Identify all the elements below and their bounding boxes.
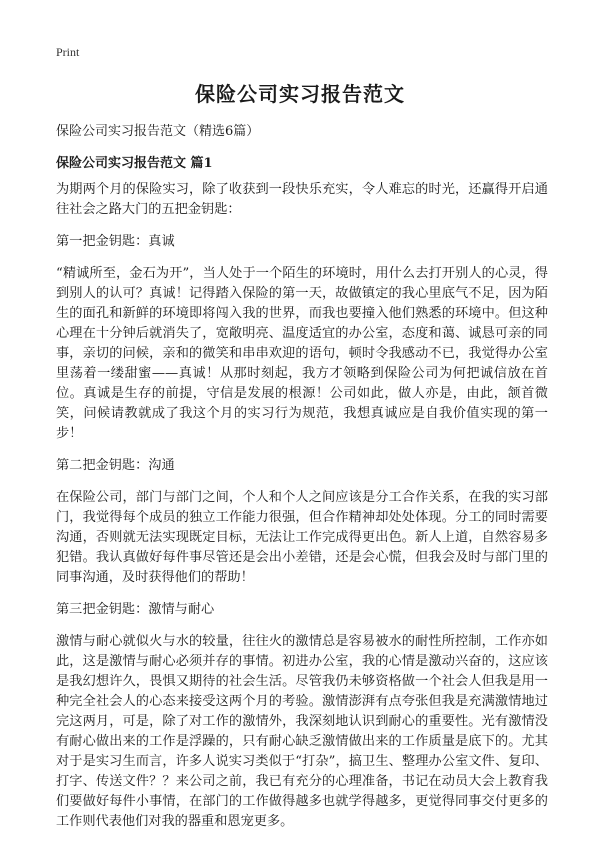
key1-paragraph: “精诚所至，金石为开”，当人处于一个陌生的环境时，用什么去打开别人的心灵，得到别人的认可？真诚！记得踏入保险的第一天，故做镇定的我心里底气不足，因为陌生的面孔和新鲜的环境即将闯入我的世界，而我也要撞入他们熟悉的环境中。但这种心理在十分钟后就消失了，宽敞明亮、温度适宜的办公室，态度和蔼、诚恳可亲的同事，亲切的问候，亲和的微笑和串串欢迎的语句，顿时令我感动不已，我觉得办公室里荡着一缕甜蜜——真诚！从那时刻起，我方才领略到保险公司为何把诚信放在首位。真诚是生存的前提，守信是发展的根源！公司如此，做人亦是，由此，颔首微笑，问候请教就成了我这个月的实习行为规范，我想真诚应是自我价值实现的第一步！ (56, 266, 548, 441)
intro-paragraph: 为期两个月的保险实习，除了收获到一段快乐充实，令人难忘的时光，还赢得开启通往社会之路大门的五把金钥匙： (56, 182, 548, 217)
key1-heading: 第一把金钥匙：真诚 (56, 234, 175, 249)
article-body (56, 180, 548, 844)
key3-heading: 第三把金钥匙：激情与耐心 (56, 602, 215, 617)
key3-paragraph: 激情与耐心就似火与水的较量，往往火的激情总是容易被水的耐性所控制，工作亦如此，这是激情与耐心必须并存的事情。初进办公室，我的心情是激动兴奋的，这应该是我幻想许久，畏惧又期待的社会生活。尽管我仍未够资格做一个社会人但我是用一种完全社会人的心态来接受这两个月的考验。激情澎湃有点夸张但我是充满激情地过完这两月，可是，除了对工作的激情外，我深刻地认识到耐心的重要性。光有激情没有耐心做出来的工作是浮躁的，只有耐心缺乏激情做出来的工作质量是底下的。尤其对于是实习生而言，许多人说实习类似于“打杂”，搞卫生、整理办公室文件、复印、打字、传送文件？？来公司之前，我已有充分的心理准备，书记在动员大会上教育我们要做好每件小事情，在部门的工作做得越多也就学得越多，更觉得同事交付更多的工作则代表他们对我的器重和恩宠更多。 (56, 634, 548, 829)
page-title: 保险公司实习报告范文 (195, 82, 405, 106)
section-title: 保险公司实习报告范文 篇1 (56, 156, 213, 171)
key2-heading: 第二把金钥匙：沟通 (56, 458, 175, 473)
subtitle: 保险公司实习报告范文（精选6篇） (56, 124, 260, 139)
print-link[interactable]: Print (56, 45, 80, 59)
key2-paragraph: 在保险公司，部门与部门之间，个人和个人之间应该是分工合作关系，在我的实习部门，我觉得每个成员的独立工作能力很强，但合作精神却处处体现。分工的同时需要沟通，否则就无法实现既定目标，无法让工作完成得更出色。新人上道，自然容易多犯错。我认真做好每件事尽管还是会出小差错，还是会心慌，但我会及时与部门里的同事沟通，及时获得他们的帮助！ (56, 490, 548, 585)
